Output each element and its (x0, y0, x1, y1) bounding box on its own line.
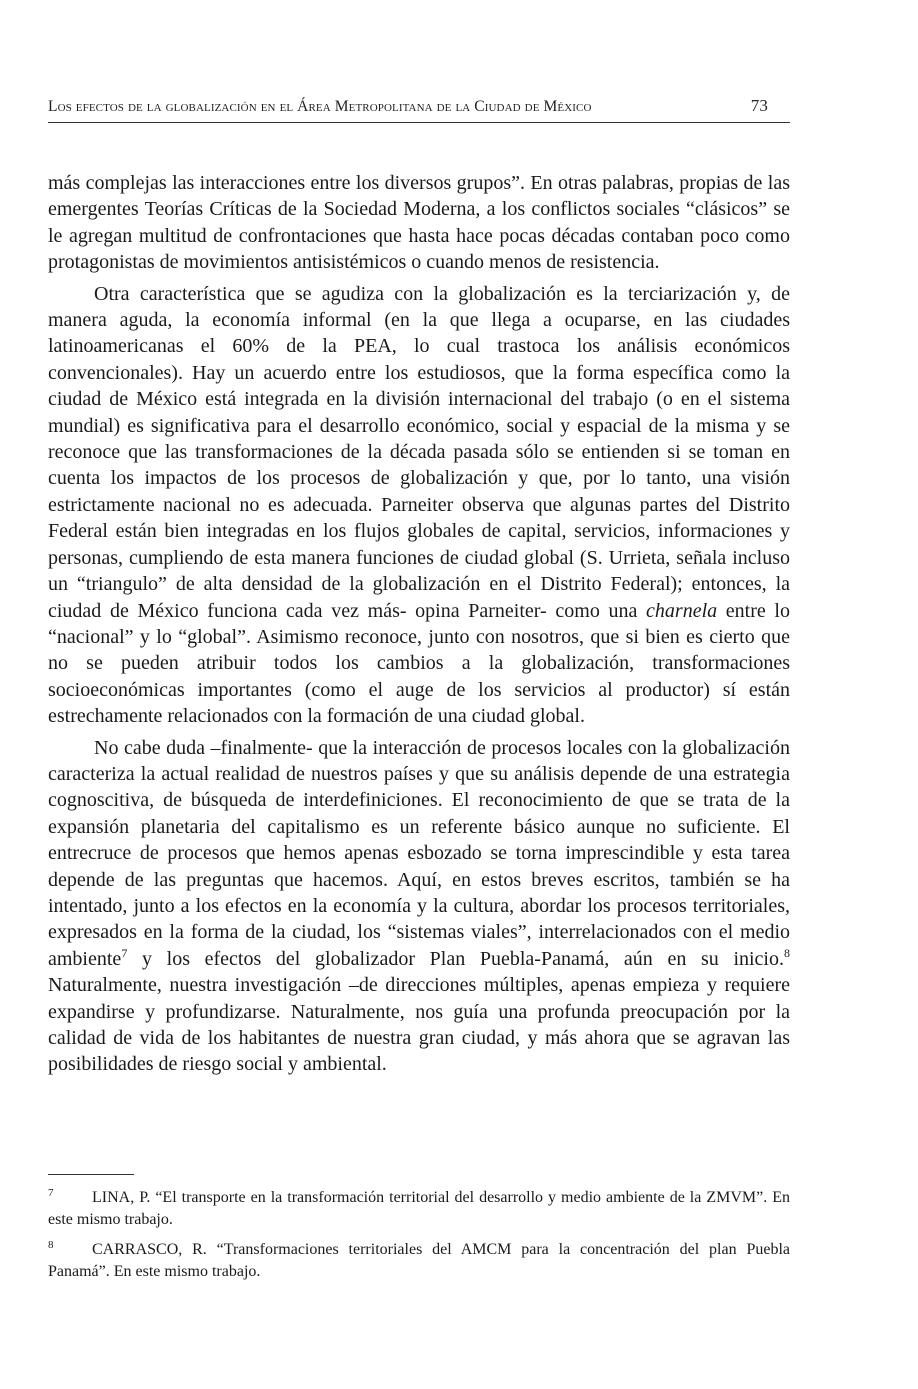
paragraph-2-text-a: Otra característica que se agudiza con la globalización es la terciarización y, de manera aguda, la economía informal (en la que llega a ocuparse, en las ciudades latinoamericanas el 60% de la PEA, lo cual trastoca los análisis económicos convencionales). Hay un acuerdo entre los estudiosos, que la forma específica como la ciudad de México está integrada en la división internacional del trabajo (o en el sistema mundial) es significativa para el desarrollo económico, social y espacial de la misma y se reconoce que las transformaciones de la década pasada sólo se entienden si se toman en cuenta los impactos de los procesos de globalización y que, por lo tanto, una visión estrictamente nacional no es adecuada. Parneiter observa que algunas partes del Distrito Federal están bien integradas en los flujos globales de capital, servicios, informaciones y personas, cumpliendo de esta manera funciones de ciudad global (S. Urrieta, señala incluso un “triangulo” de alta densidad de la globalización en el Distrito Federal); entonces, la ciudad de México funciona cada vez más- opina Parneiter- como una (48, 282, 790, 622)
footnotes (48, 1187, 790, 1291)
page-number: 73 (750, 96, 768, 115)
paragraph-1: más complejas las interacciones entre los diversos grupos”. En otras palabras, propias de las emergentes Teorías Críticas de la Sociedad Moderna, a los conflictos sociales “clásicos” se le agregan multitud de confrontaciones que hasta hace pocas décadas contaban poco como protagonistas de movimientos antisistémicos o cuando menos de resistencia. (48, 172, 790, 274)
footnote-ref-8[interactable]: 8 (784, 945, 790, 960)
paragraph-2 (48, 281, 790, 730)
footnote-text: LINA, P. “El transporte en la transformación territorial del desarrollo y medio ambiente de la ZMVM”. En este mismo trabajo. (48, 1189, 790, 1228)
footnote-7: 7 LINA, P. “El transporte en la transformación territorial del desarrollo y medio ambiente de la ZMVM”. En este mismo trabajo. (48, 1187, 790, 1228)
paragraph-3-text-c: Naturalmente, nuestra investigación –de direcciones múltiples, apenas empieza y requiere expandirse y profundizarse. Naturalmente, nos guía una profunda preocupación por la calidad de vida de los habitantes de nuestra gran ciudad, y más ahora que se agravan las posibilidades de riesgo social y ambiental. (48, 974, 790, 1076)
paragraph-3 (48, 735, 790, 1078)
paragraph-3-text-b: y los efectos del globalizador Plan Puebla-Panamá, aún en su inicio. (127, 947, 784, 970)
emphasis-charnela: charnela (646, 599, 718, 622)
running-header (48, 96, 790, 116)
footnote-8: 8 CARRASCO, R. “Transformaciones territoriales del AMCM para la concentración del plan Puebla Panamá”. En este mismo trabajo. (48, 1239, 790, 1280)
running-header-title: Los efectos de la globalización en el Área Metropolitana de la Ciudad de México (48, 98, 592, 115)
body-text (48, 170, 790, 1083)
header-rule (48, 122, 790, 123)
footnote-ref-7[interactable]: 7 (121, 945, 128, 960)
paragraph-2-text-b: entre lo “nacional” y lo “global”. Asimismo reconoce, junto con nosotros, que si bien es cierto que no se pueden atribuir todos los cambios a la globalización, transformaciones socioeconómicas importantes (como el auge de los servicios al productor) sí están estrechamente relacionados con la formación de una ciudad global. (48, 599, 790, 728)
footnote-rule (48, 1174, 134, 1175)
paragraph-3-text-a: No cabe duda –finalmente- que la interacción de procesos locales con la globalización caracteriza la actual realidad de nuestros países y que su análisis depende de una estrategia cognoscitiva, de búsqueda de interdefiniciones. El reconocimiento de que se trata de la expansión planetaria del capitalismo es un referente básico aunque no suficiente. El entrecruce de procesos que hemos apenas esbozado se torna imprescindible y esta tarea depende de las preguntas que hacemos. Aquí, en estos breves escritos, también se ha intentado, junto a los efectos en la economía y la cultura, abordar los procesos territoriales, expresados en la forma de la ciudad, los “sistemas viales”, interrelacionados con el medio ambiente (48, 736, 790, 970)
footnote-text: CARRASCO, R. “Transformaciones territoriales del AMCM para la concentración del plan Puebla Panamá”. En este mismo trabajo. (48, 1241, 790, 1280)
